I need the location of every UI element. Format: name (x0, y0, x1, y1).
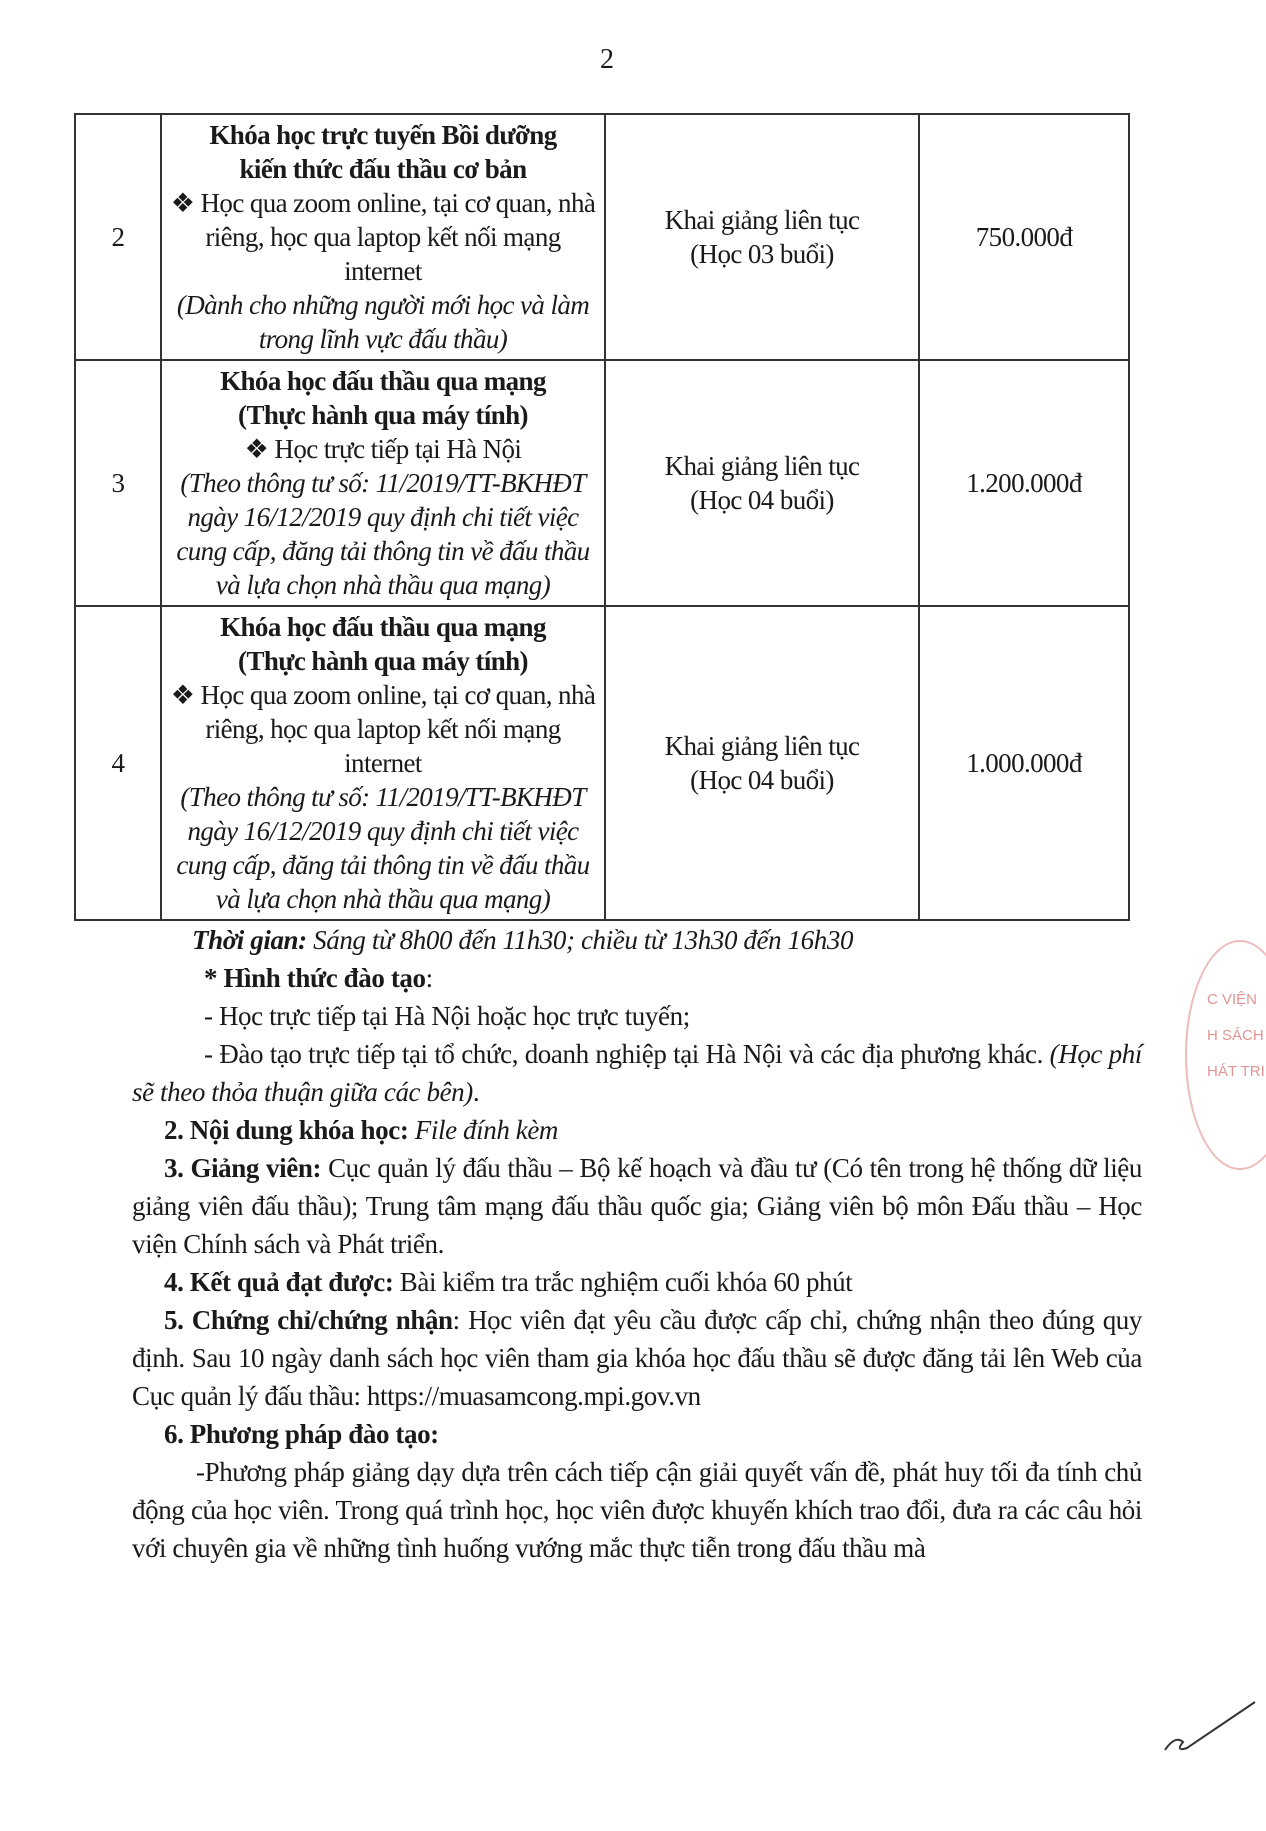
section-text: : Học viên đạt yêu cầu được cấp chỉ, chứng nhận theo đúng quy định. Sau 10 ngày danh sách học viên tham gia khóa học đấu thầu sẽ được đăng tải lên Web của Cục quản lý đấu thầu: https://muasamcong.mpi.gov.vn (132, 1305, 1142, 1411)
body-text (132, 921, 1142, 1567)
colon: : (425, 963, 433, 993)
section-label: 6. Phương pháp đào tạo: (164, 1419, 439, 1449)
section-method (132, 1415, 1142, 1453)
row-number: 4 (75, 606, 161, 920)
section-text: Cục quản lý đấu thầu – Bộ kế hoạch và đầu tư (Có tên trong hệ thống dữ liệu giảng viên đấu thầu); Trung tâm mạng đấu thầu quốc gia; Giảng viên bộ môn Đấu thầu – Học viện Chính sách và Phát triển. (132, 1153, 1142, 1259)
schedule-text: Khai giảng liên tục (664, 205, 860, 235)
stamp-text: H SÁCH (1207, 1027, 1264, 1044)
section-label: 5. Chứng chỉ/chứng nhận (164, 1305, 453, 1335)
section-lecturers (132, 1149, 1142, 1263)
row-number: 2 (75, 114, 161, 360)
format-item-text: - Đào tạo trực tiếp tại tổ chức, doanh nghiệp tại Hà Nội và các địa phương khác. (204, 1039, 1050, 1069)
section-label: 4. Kết quả đạt được: (164, 1267, 394, 1297)
course-note: (Theo thông tư số: 11/2019/TT-BKHĐT ngày 16/12/2019 quy định chi tiết việc cung cấp, đăng tải thông tin về đấu thầu và lựa chọn nhà thầu qua mạng) (176, 468, 590, 600)
course-fee: 1.000.000đ (919, 606, 1129, 920)
table-row (75, 114, 1129, 360)
sessions-text: (Học 04 buổi) (690, 765, 834, 795)
stamp-text: C VIỆN (1207, 991, 1258, 1008)
course-schedule (605, 114, 919, 360)
course-description (161, 606, 605, 920)
schedule-text: Khai giảng liên tục (664, 451, 860, 481)
time-line (132, 921, 1142, 959)
format-item (132, 1035, 1142, 1111)
section-label: 3. Giảng viên: (164, 1153, 322, 1183)
course-schedule (605, 360, 919, 606)
course-description (161, 114, 605, 360)
schedule-text: Khai giảng liên tục (664, 731, 860, 761)
course-title: kiến thức đấu thầu cơ bản (239, 154, 527, 184)
table-row (75, 606, 1129, 920)
course-title: Khóa học đấu thầu qua mạng (220, 612, 546, 642)
format-heading (132, 959, 1142, 997)
signature-mark (1160, 1690, 1260, 1760)
course-description (161, 360, 605, 606)
sessions-text: (Học 03 buổi) (690, 239, 834, 269)
course-mode: ❖ Học trực tiếp tại Hà Nội (244, 434, 522, 464)
fee-note: (Học phí sẽ theo thỏa thuận giữa các bên) (132, 1039, 1142, 1107)
course-fee: 750.000đ (919, 114, 1129, 360)
section-results (132, 1263, 1142, 1301)
section-content (132, 1111, 1142, 1149)
course-note: (Dành cho những người mới học và làm trong lĩnh vực đấu thầu) (176, 290, 590, 354)
course-schedule (605, 606, 919, 920)
course-note: (Theo thông tư số: 11/2019/TT-BKHĐT ngày 16/12/2019 quy định chi tiết việc cung cấp, đăng tải thông tin về đấu thầu và lựa chọn nhà thầu qua mạng) (176, 782, 590, 914)
course-fee: 1.200.000đ (919, 360, 1129, 606)
course-title: (Thực hành qua máy tính) (238, 646, 528, 676)
course-title: Khóa học đấu thầu qua mạng (220, 366, 546, 396)
table-row (75, 360, 1129, 606)
format-heading-text: * Hình thức đào tạo (204, 963, 426, 993)
course-mode: ❖ Học qua zoom online, tại cơ quan, nhà riêng, học qua laptop kết nối mạng internet (170, 680, 596, 778)
format-item: - Học trực tiếp tại Hà Nội hoặc học trực tuyến; (204, 1001, 690, 1031)
page-number: 2 (600, 44, 614, 75)
section-label: 2. Nội dung khóa học: (164, 1115, 409, 1145)
time-label: Thời gian: (192, 925, 307, 955)
course-title: (Thực hành qua máy tính) (238, 400, 528, 430)
sessions-text: (Học 04 buổi) (690, 485, 834, 515)
course-table (74, 113, 1130, 921)
method-text: -Phương pháp giảng dạy dựa trên cách tiếp cận giải quyết vấn đề, phát huy tối đa tính chủ động của học viên. Trong quá trình học, học viên được khuyến khích trao đổi, đưa ra các câu hỏi với chuyên gia về những tình huống vướng mắc thực tiễn trong đấu thầu mà (132, 1457, 1142, 1563)
course-title: Khóa học trực tuyến Bồi dưỡng (209, 120, 557, 150)
course-mode: ❖ Học qua zoom online, tại cơ quan, nhà riêng, học qua laptop kết nối mạng internet (170, 188, 596, 286)
row-number: 3 (75, 360, 161, 606)
section-text: Bài kiểm tra trắc nghiệm cuối khóa 60 phút (393, 1267, 853, 1297)
period: . (472, 1077, 480, 1107)
time-value: Sáng từ 8h00 đến 11h30; chiều từ 13h30 đến 16h30 (306, 925, 854, 955)
section-text: File đính kèm (408, 1115, 559, 1145)
stamp-text: HÁT TRI (1207, 1063, 1265, 1080)
section-certificate (132, 1301, 1142, 1415)
